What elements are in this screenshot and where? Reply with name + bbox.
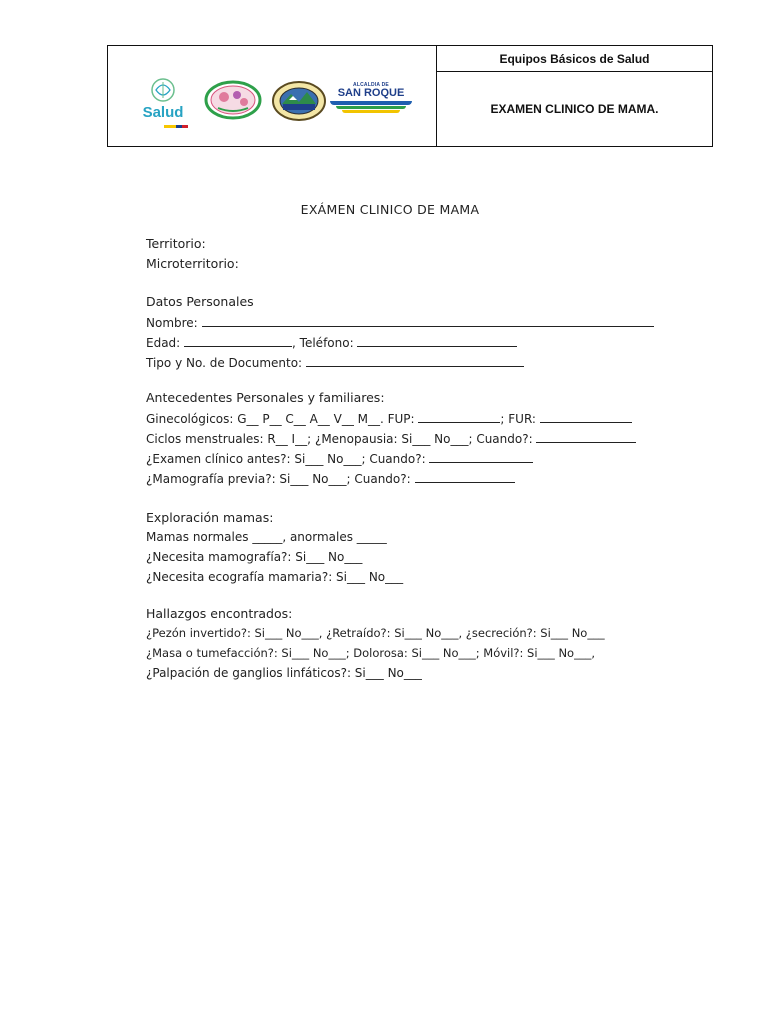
salud-logo-text: Salud [142, 104, 184, 121]
ginecologicos-row [146, 412, 632, 426]
menopausia-cuando-blank[interactable] [536, 432, 636, 443]
scanned-exam-form [130, 190, 690, 700]
form-title: EXÁMEN CLINICO DE MAMA [300, 202, 480, 217]
family-health-icon [204, 80, 262, 120]
telefono-blank[interactable] [357, 336, 517, 347]
mamografia-previa-row [146, 472, 515, 486]
colombia-flag-stripe [164, 125, 188, 128]
datos-personales-heading: Datos Personales [146, 294, 254, 309]
yellow-stripe [342, 110, 400, 113]
documento-blank[interactable] [306, 356, 524, 367]
nombre-row [146, 316, 654, 330]
health-program-logo [204, 80, 262, 120]
ganglios-row: ¿Palpación de ganglios linfáticos?: Si___ No___ [146, 666, 422, 680]
ciclos-row [146, 432, 636, 446]
telefono-label: , Teléfono: [292, 336, 354, 350]
seal-icon [271, 80, 327, 122]
fur-label: ; FUR: [500, 412, 536, 426]
exploracion-heading: Exploración mamas: [146, 510, 274, 525]
fup-blank[interactable] [418, 412, 500, 423]
antecedentes-heading: Antecedentes Personales y familiares: [146, 390, 385, 405]
edad-label: Edad: [146, 336, 181, 350]
blue-stripe [330, 101, 412, 105]
program-name: Equipos Básicos de Salud [437, 46, 712, 72]
fur-blank[interactable] [540, 412, 632, 423]
alcaldia-label: ALCALDIA DE [353, 82, 389, 88]
territorio-label: Territorio: [146, 236, 206, 251]
san-roque-label: SAN ROQUE [337, 87, 405, 99]
masa-row: ¿Masa o tumefacción?: Si___ No___; Dolorosa: Si___ No___; Móvil?: Si___ No___, [146, 646, 595, 660]
examen-previo-label: ¿Examen clínico antes?: Si___ No___; Cuando?: [146, 452, 426, 466]
salud-emblem-icon [134, 76, 192, 106]
nombre-blank[interactable] [202, 316, 654, 327]
documento-row [146, 356, 524, 370]
pezon-row: ¿Pezón invertido?: Si___ No___, ¿Retraído?: Si___ No___, ¿secreción?: Si___ No___ [146, 626, 605, 640]
necesita-mamografia-row: ¿Necesita mamografía?: Si___ No___ [146, 550, 363, 564]
municipal-seal-logo [271, 80, 327, 122]
examen-cuando-blank[interactable] [429, 452, 533, 463]
alcaldia-san-roque-logo [330, 82, 412, 118]
mamas-normales-row: Mamas normales _____, anormales _____ [146, 530, 387, 544]
ginecologicos-label: Ginecológicos: G__ P__ C__ A__ V__ M__. FUP: [146, 412, 415, 426]
documento-label: Tipo y No. de Documento: [146, 356, 303, 370]
document-header [107, 45, 713, 147]
necesita-ecografia-row: ¿Necesita ecografía mamaria?: Si___ No___ [146, 570, 404, 584]
mamografia-cuando-blank[interactable] [415, 472, 515, 483]
edad-telefono-row [146, 336, 517, 350]
green-stripe [336, 106, 406, 109]
mamografia-previa-label: ¿Mamografía previa?: Si___ No___; Cuando?: [146, 472, 411, 486]
edad-blank[interactable] [184, 336, 292, 347]
examen-previo-row [146, 452, 533, 466]
document-title: EXAMEN CLINICO DE MAMA. [490, 102, 659, 116]
hallazgos-heading: Hallazgos encontrados: [146, 606, 293, 621]
nombre-label: Nombre: [146, 316, 198, 330]
ciclos-label: Ciclos menstruales: R__ I__; ¿Menopausia: Si___ No___; Cuando?: [146, 432, 533, 446]
logos-cell [108, 46, 437, 146]
salud-logo [134, 76, 192, 130]
header-title-cell [437, 46, 712, 146]
microterritorio-label: Microterritorio: [146, 256, 239, 271]
